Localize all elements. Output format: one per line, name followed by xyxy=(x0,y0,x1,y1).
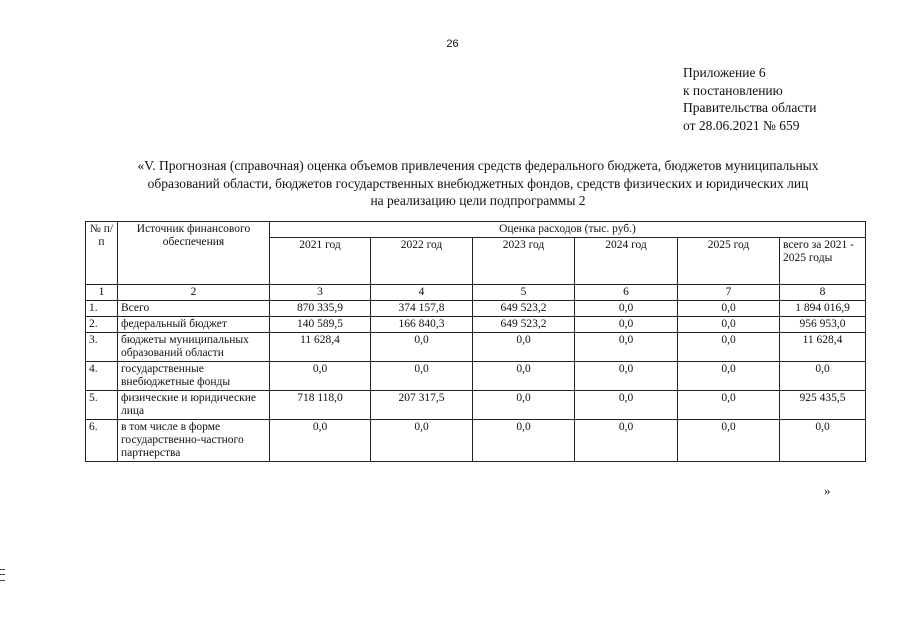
header-year: 2022 год xyxy=(371,238,473,285)
appendix-line: к постановлению xyxy=(683,82,783,98)
row-source: бюджеты муниципальных образований области xyxy=(118,333,270,362)
row-value: 649 523,2 xyxy=(473,301,575,317)
row-total: 11 628,4 xyxy=(780,333,866,362)
row-value: 140 589,5 xyxy=(270,317,371,333)
row-num: 6. xyxy=(86,420,118,462)
row-value: 0,0 xyxy=(575,420,678,462)
header-total: всего за 2021 - 2025 годы xyxy=(780,238,866,285)
appendix-line: Правительства области xyxy=(683,100,817,115)
row-num: 3. xyxy=(86,333,118,362)
title-line: образований области, бюджетов государственных внебюджетных фондов, средств физических и юридических лиц xyxy=(147,175,809,191)
header-year: 2021 год xyxy=(270,238,371,285)
row-value: 0,0 xyxy=(678,333,780,362)
row-value: 0,0 xyxy=(473,333,575,362)
row-total: 925 435,5 xyxy=(780,391,866,420)
appendix-line: Приложение 6 xyxy=(683,65,766,80)
row-value: 0,0 xyxy=(575,317,678,333)
appendix-block xyxy=(683,64,816,134)
index-cell: 7 xyxy=(678,285,780,301)
index-cell: 8 xyxy=(780,285,866,301)
row-value: 166 840,3 xyxy=(371,317,473,333)
row-value: 0,0 xyxy=(575,301,678,317)
table-row xyxy=(86,362,866,391)
row-source: Всего xyxy=(118,301,270,317)
row-value: 11 628,4 xyxy=(270,333,371,362)
row-value: 374 157,8 xyxy=(371,301,473,317)
table-row xyxy=(86,333,866,362)
table-index-row xyxy=(86,285,866,301)
row-value: 870 335,9 xyxy=(270,301,371,317)
closing-quote-mark: » xyxy=(824,483,831,498)
row-value: 207 317,5 xyxy=(371,391,473,420)
row-total: 1 894 016,9 xyxy=(780,301,866,317)
index-cell: 2 xyxy=(118,285,270,301)
row-value: 0,0 xyxy=(575,362,678,391)
financing-table xyxy=(85,221,866,462)
row-source: государственные внебюджетные фонды xyxy=(118,362,270,391)
row-value: 0,0 xyxy=(371,420,473,462)
header-source: Источник финансового обеспечения xyxy=(118,222,270,285)
table-row xyxy=(86,317,866,333)
header-year: 2024 год xyxy=(575,238,678,285)
row-num: 4. xyxy=(86,362,118,391)
row-num: 2. xyxy=(86,317,118,333)
table-row xyxy=(86,391,866,420)
table-row xyxy=(86,420,866,462)
index-cell: 4 xyxy=(371,285,473,301)
title-line: «V. Прогнозная (справочная) оценка объемов привлечения средств федерального бюджета, бюджетов муниципальных xyxy=(137,158,819,173)
row-value: 718 118,0 xyxy=(270,391,371,420)
row-value: 0,0 xyxy=(473,362,575,391)
row-value: 0,0 xyxy=(473,420,575,462)
row-value: 0,0 xyxy=(575,391,678,420)
row-value: 0,0 xyxy=(678,301,780,317)
row-value: 0,0 xyxy=(575,333,678,362)
table-row xyxy=(86,301,866,317)
row-value: 0,0 xyxy=(371,333,473,362)
row-total: 0,0 xyxy=(780,362,866,391)
header-num: № п/п xyxy=(86,222,118,285)
row-source: физические и юридические лица xyxy=(118,391,270,420)
table-header-row xyxy=(86,222,866,238)
row-total: 956 953,0 xyxy=(780,317,866,333)
index-cell: 6 xyxy=(575,285,678,301)
row-value: 0,0 xyxy=(678,420,780,462)
row-value: 0,0 xyxy=(473,391,575,420)
row-num: 5. xyxy=(86,391,118,420)
title-line: на реализацию цели подпрограммы 2 xyxy=(370,193,586,208)
row-value: 0,0 xyxy=(270,362,371,391)
header-estimate: Оценка расходов (тыс. руб.) xyxy=(270,222,866,238)
appendix-line: от 28.06.2021 № 659 xyxy=(683,117,800,133)
document-title xyxy=(88,157,868,210)
index-cell: 5 xyxy=(473,285,575,301)
row-value: 0,0 xyxy=(371,362,473,391)
header-year: 2025 год xyxy=(678,238,780,285)
row-source: федеральный бюджет xyxy=(118,317,270,333)
row-value: 649 523,2 xyxy=(473,317,575,333)
page-number: 26 xyxy=(446,38,459,50)
row-value: 0,0 xyxy=(678,391,780,420)
row-value: 0,0 xyxy=(678,317,780,333)
index-cell: 1 xyxy=(86,285,118,301)
index-cell: 3 xyxy=(270,285,371,301)
row-num: 1. xyxy=(86,301,118,317)
row-value: 0,0 xyxy=(270,420,371,462)
margin-scan-mark xyxy=(0,569,5,581)
row-total: 0,0 xyxy=(780,420,866,462)
header-year: 2023 год xyxy=(473,238,575,285)
row-source: в том числе в форме государственно-частного партнерства xyxy=(118,420,270,462)
row-value: 0,0 xyxy=(678,362,780,391)
